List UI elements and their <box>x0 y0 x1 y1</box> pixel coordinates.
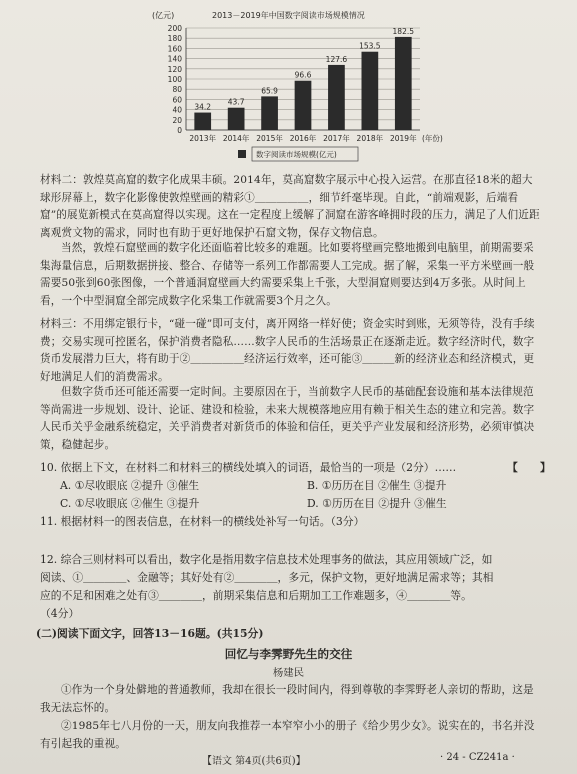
x-tick-label: 2014年 <box>222 134 250 143</box>
bar <box>228 108 245 130</box>
y-axis-label: (亿元) <box>152 11 175 20</box>
bar-value-label: 43.7 <box>227 97 245 107</box>
bar-chart <box>150 6 450 174</box>
x-tick-label: 2015年 <box>256 134 283 143</box>
x-tick-label: 2019年 <box>389 134 417 143</box>
y-tick-label: 120 <box>167 64 182 74</box>
q10-option-b[interactable]: B. ①历历在目 ②催生 ③提升 <box>307 479 447 492</box>
q10-option-c[interactable]: C. ①尽收眼底 ②催生 ③提升 <box>60 497 200 510</box>
y-tick-label: 80 <box>172 85 182 95</box>
q10-option-a[interactable]: A. ①尽收眼底 ②提升 ③催生 <box>60 479 200 492</box>
x-tick-label: 2017年 <box>323 134 350 143</box>
bar-value-label: 34.2 <box>194 102 212 112</box>
material-three-p2: 但数字货币还可能还需要一定时间。主要原因在于，当前数字人民币的基础配套设施和基本法律规范等尚需进一步规划、设计、论证、建设和检验，未来大规模落地应用有赖于相关生态的建立和完善。数字人民币关乎金融系统稳定，关乎消费者对新货币的体验和信任，更关乎产业发展和经济形势，必须审慎决策，稳健起步。 <box>40 386 535 451</box>
bar-value-label: 153.5 <box>359 41 381 51</box>
footer-page-info: 【语文 第4页(共6页)】 <box>202 756 306 767</box>
question-12-score: （4分） <box>40 607 80 620</box>
bar <box>194 113 211 130</box>
legend-swatch <box>238 150 246 158</box>
footer-code: · 24 - CZ241a · <box>440 752 515 763</box>
x-tick-label: 2013年 <box>189 134 217 143</box>
q10-option-d[interactable]: D. ①历历在目 ②提升 ③催生 <box>307 497 447 510</box>
question-12-line2: 阅读、①＿＿＿＿、金融等；其好处有②＿＿＿＿，多元，保护文物，更好地满足需求等；其相 <box>40 571 494 584</box>
x-axis-label: (年份) <box>422 134 443 143</box>
chart-svg <box>150 6 450 174</box>
bar-value-label: 65.9 <box>261 86 278 96</box>
material-three-p1: 材料三：不用绑定银行卡，“碰一碰”即可支付，离开网络一样好使；资金实时到账，无须等待，没有手续费；交易实现可控匿名，保护消费者隐私……数字人民币的生活场景正在逐渐走近。数字经济时代，数字货币发展潜力巨大，将有助于②＿＿＿＿＿经济运行效率，还可能③＿＿＿新的经济业态和经济模式，更好地满足人们的消费需求。 <box>40 318 535 383</box>
material-two-p2: 当然，敦煌石窟壁画的数字化还面临着比较多的难题。比如要将壁画完整地搬到电脑里，前期需要采集海量信息，后期数据拼接、整合、存储等一系列工作都需要人工完成。据了解，采集一平方米壁画一般需要50张到60张图像，一个普通洞窟壁画大约需要采集上千张，大型洞窟则要达到4万多张。从时间上看，一个中型洞窟全部完成数字化采集工作就需要3个月之久。 <box>40 242 535 307</box>
material-two-p1: 材料二：敦煌莫高窟的数字化成果丰硕。2014年，莫高窟数字展示中心投入运营。在那直径18米的超大球形屏幕上，数字化影像使敦煌壁画的精彩①＿＿＿＿＿，细节纤毫毕现。自此，“前端观影，后端看窟”的展览新模式在莫高窟得以实现。这在一定程度上缓解了洞窟在游客峰拥时段的压力，满足了人们近距离观赏文物的需求，同时也有助于更好地保护石窟文物，保存文物信息。 <box>40 174 540 239</box>
bar-value-label: 127.6 <box>325 54 348 64</box>
y-tick-label: 200 <box>167 24 182 33</box>
answer-bracket-open: 【 <box>507 461 518 474</box>
question-11-stem: 11. 根据材料一的图表信息，在材料一的横线处补写一句话。（3分） <box>40 515 365 528</box>
article-title: 回忆与李霁野先生的交往 <box>224 647 353 661</box>
y-tick-label: 140 <box>167 54 182 64</box>
bar <box>261 96 278 130</box>
question-12-line3: 应的不足和困难之处有③＿＿＿＿，前期采集信息和后期加工工作难题多，④＿＿＿＿等。 <box>40 589 472 602</box>
answer-bracket-close: 】 <box>540 461 551 474</box>
y-tick-label: 60 <box>172 95 182 105</box>
y-tick-label: 0 <box>177 126 182 135</box>
legend-label: 数字阅读市场规模(亿元) <box>256 150 337 159</box>
y-tick-label: 160 <box>167 44 182 54</box>
article-paragraph-1: ①作为一个身处僻地的普通教师，我却在很长一段时间内，得到尊敬的李霁野老人亲切的帮助，这是我无法忘怀的。 <box>40 684 534 714</box>
bar <box>295 81 312 130</box>
question-12-line1: 12. 综合三则材料可以看出，数字化是指用数字信息技术处理事务的做法，其应用领域广泛，如 <box>40 553 493 566</box>
y-tick-label: 180 <box>167 34 182 44</box>
bar-value-label: 182.5 <box>392 26 415 36</box>
bar <box>395 37 412 130</box>
bar <box>362 52 379 130</box>
bar-value-label: 96.6 <box>294 70 312 80</box>
y-tick-label: 20 <box>172 115 182 125</box>
x-tick-label: 2018年 <box>356 134 384 143</box>
section-two-heading: (二)阅读下面文字，回答13－16题。(共15分) <box>36 627 264 640</box>
article-paragraph-2: ②1985年七八月份的一天，朋友向我推荐一本窄窄小小的册子《给少男少女》。说实在的，书名并没有引起我的重视。 <box>40 720 535 750</box>
y-tick-label: 40 <box>172 105 182 115</box>
bar <box>328 65 345 130</box>
article-author: 杨建民 <box>272 667 305 679</box>
chart-title: 2013－2019年中国数字阅读市场规模情况 <box>212 11 365 20</box>
question-10-stem: 10. 依据上下文，在材料二和材料三的横线处填入的词语，最恰当的一项是（2分）…… <box>40 461 457 474</box>
y-tick-label: 100 <box>167 75 182 84</box>
x-tick-label: 2016年 <box>289 134 317 143</box>
